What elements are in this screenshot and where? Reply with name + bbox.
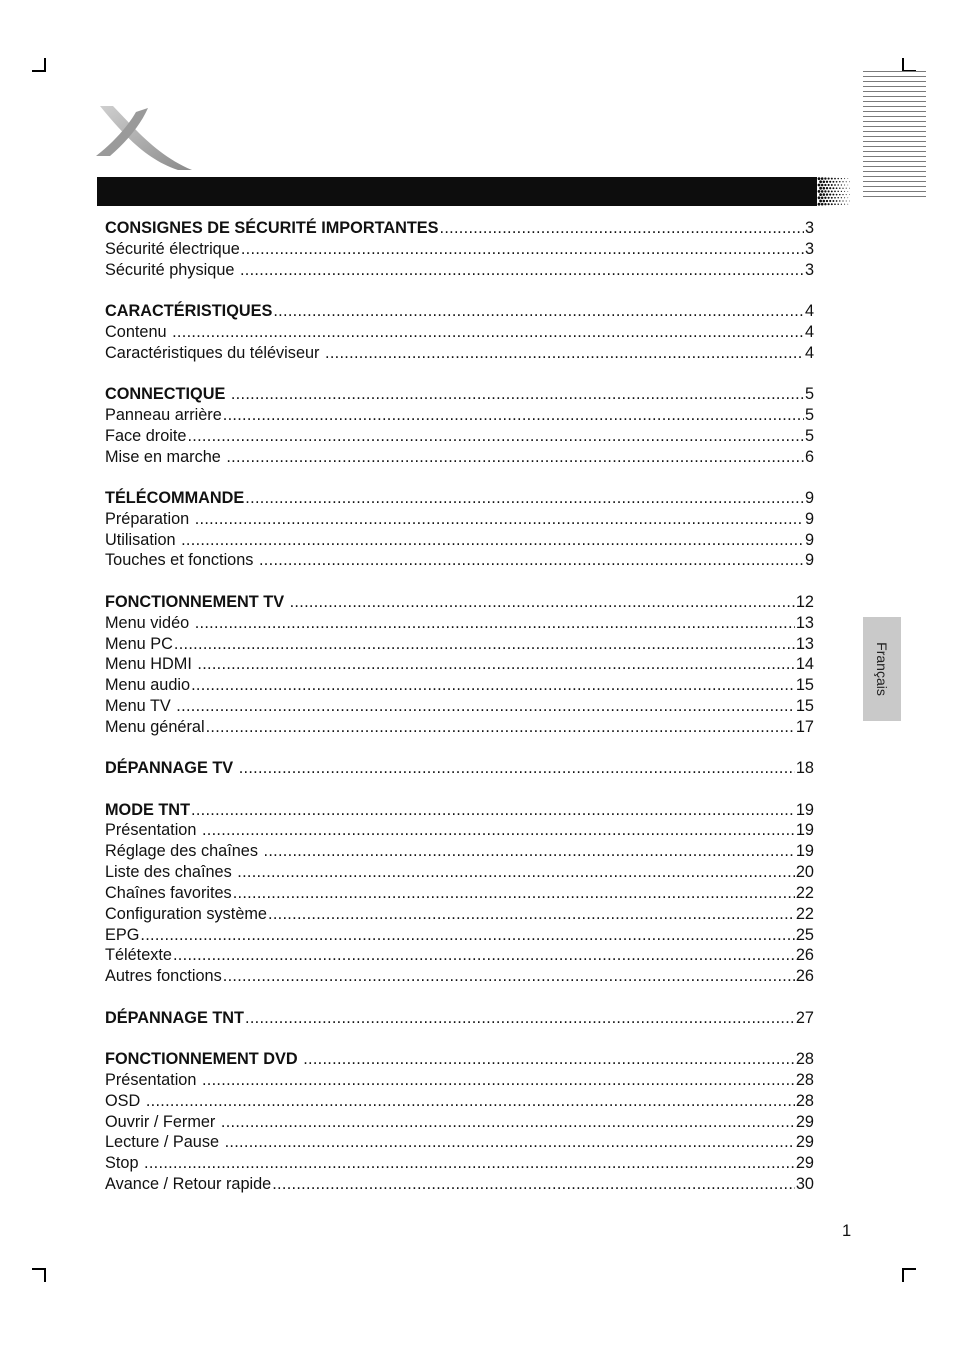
toc-entry-label: Configuration système [105,904,267,923]
toc-entry-label: Autres fonctions [105,967,222,986]
toc-section [105,758,814,779]
decorative-stripes [863,71,926,199]
toc-entry[interactable] [105,634,814,655]
dot-leader [221,1112,795,1133]
toc-entry-page: 3 [804,260,814,279]
toc-entry-label: DÉPANNAGE TV [105,759,238,778]
toc-entry-label: CARACTÉRISTIQUES [105,302,273,321]
toc-entry-label: CONNECTIQUE [105,385,230,404]
toc-entry[interactable] [105,239,814,260]
toc-entry[interactable] [105,1153,814,1174]
dot-leader [233,883,795,904]
brand-x-logo [96,104,192,172]
crop-mark-top-left [32,58,46,72]
toc-entry-label: CONSIGNES DE SÉCURITÉ IMPORTANTES [105,219,439,237]
toc-entry-label: Panneau arrière [105,405,222,424]
crop-mark-bottom-right [902,1268,916,1282]
dot-leader [231,384,804,405]
toc-entry[interactable] [105,675,814,696]
toc-section [105,1008,814,1029]
toc-entry-label: Lecture / Pause [105,1133,224,1152]
toc-entry-label: Menu général [105,717,205,736]
toc-section [105,1049,814,1195]
toc-entry-page: 9 [804,530,814,549]
toc-entry-label: FONCTIONNEMENT DVD [105,1050,303,1068]
toc-entry-label: OSD [105,1091,145,1110]
toc-entry-page: 27 [795,1008,814,1027]
toc-section-heading[interactable] [105,758,814,779]
dot-leader [144,1153,795,1174]
toc-entry-page: 15 [795,676,814,695]
dot-leader [195,509,804,530]
language-tab [863,617,901,721]
header-bar [97,177,851,206]
toc-entry[interactable] [105,343,814,364]
toc-entry-label: EPG [105,925,140,944]
toc-entry[interactable] [105,925,814,946]
toc-entry-label: MODE TNT [105,800,191,819]
toc-section-heading[interactable] [105,488,814,509]
toc-entry-page: 22 [795,883,814,902]
toc-entry-label: Réglage des chaînes [105,842,263,861]
toc-section-heading[interactable] [105,384,814,405]
toc-entry[interactable] [105,1132,814,1153]
toc-entry-page: 22 [795,904,814,923]
toc-section [105,488,814,571]
toc-entry-page: 20 [795,863,814,882]
dot-leader [440,218,804,239]
dot-leader [181,530,804,551]
toc-entry-page: 13 [795,634,814,653]
toc-entry[interactable] [105,613,814,634]
toc-entry-label: Stop [105,1154,144,1173]
toc-entry-label: Menu TV [105,697,176,716]
toc-entry-label: Menu HDMI [105,655,197,674]
dot-leader [264,841,795,862]
toc-section [105,218,814,281]
crop-mark-top-right [902,58,916,72]
dot-leader [259,550,804,571]
toc-entry[interactable] [105,883,814,904]
toc-entry-page: 17 [795,717,814,736]
toc-entry-label: Avance / Retour rapide [105,1175,272,1194]
toc-entry-page: 29 [795,1112,814,1131]
page-number: 1 [842,1222,852,1240]
dot-leader [202,1070,795,1091]
dot-leader [191,675,795,696]
toc-entry-page: 5 [804,426,814,445]
dot-leader [273,301,804,322]
toc-entry-label: Caractéristiques du téléviseur [105,343,324,362]
toc-entry-page: 19 [795,800,814,819]
dot-leader [303,1049,795,1070]
dot-leader [140,925,794,946]
dot-leader [172,322,804,343]
toc-entry-label: Liste des chaînes [105,863,237,882]
toc-entry-page: 19 [795,842,814,861]
toc-entry[interactable] [105,862,814,883]
dot-leader [237,862,795,883]
toc-entry-label: Menu vidéo [105,613,194,632]
toc-entry[interactable] [105,1112,814,1133]
toc-entry[interactable] [105,322,814,343]
dot-leader [268,904,795,925]
toc-entry-page: 9 [804,509,814,528]
dot-leader [240,260,804,281]
toc-entry[interactable] [105,447,814,468]
dot-leader [197,654,794,675]
dot-leader [223,966,795,987]
toc-section-heading[interactable] [105,800,814,821]
dot-leader [225,1132,795,1153]
toc-entry-page: 4 [804,322,814,341]
toc-entry-label: Mise en marche [105,447,226,466]
toc-entry[interactable] [105,426,814,447]
toc-entry-label: Préparation [105,509,194,528]
toc-entry-page: 30 [795,1175,814,1194]
toc-entry[interactable] [105,945,814,966]
dot-leader [290,592,795,613]
toc-entry[interactable] [105,841,814,862]
toc-entry-page: 14 [795,655,814,674]
dot-leader [206,717,795,738]
dot-leader [173,945,795,966]
toc-entry-label: Utilisation [105,530,181,549]
toc-entry-page: 5 [804,405,814,424]
dot-leader [272,1174,795,1195]
dot-leader [191,800,795,821]
toc-entry-page: 4 [804,302,814,321]
dot-leader [223,405,804,426]
toc-entry[interactable] [105,654,814,675]
toc-entry-label: Contenu [105,322,172,341]
toc-entry-page: 28 [795,1050,814,1068]
toc-entry-page: 26 [795,967,814,986]
toc-entry-page: 28 [795,1070,814,1089]
dot-leader [176,696,795,717]
toc-entry[interactable] [105,717,814,738]
toc-entry[interactable] [105,405,814,426]
table-of-contents [105,218,814,1215]
toc-entry-page: 18 [795,759,814,778]
toc-entry-page: 29 [795,1133,814,1152]
toc-entry-label: Menu PC [105,634,173,653]
toc-entry-page: 9 [804,551,814,570]
toc-entry-page: 5 [804,385,814,404]
dot-leader [245,488,804,509]
dot-leader [325,343,804,364]
toc-entry-page: 25 [795,925,814,944]
toc-entry-page: 12 [795,592,814,611]
toc-entry[interactable] [105,966,814,987]
dot-leader [245,1008,795,1029]
toc-entry-page: 19 [795,821,814,840]
toc-entry-label: Sécurité électrique [105,239,240,258]
toc-entry-label: Ouvrir / Fermer [105,1112,220,1131]
toc-entry-label: Touches et fonctions [105,551,258,570]
toc-section-heading[interactable] [105,301,814,322]
dot-leader [241,239,804,260]
toc-entry-label: Présentation [105,821,201,840]
crop-mark-bottom-left [32,1268,46,1282]
toc-section-heading[interactable] [105,592,814,613]
toc-entry[interactable] [105,696,814,717]
toc-entry[interactable] [105,530,814,551]
toc-entry-label: TÉLÉCOMMANDE [105,488,245,507]
toc-entry[interactable] [105,820,814,841]
toc-entry-page: 4 [804,343,814,362]
toc-entry-page: 13 [795,613,814,632]
toc-entry[interactable] [105,1174,814,1195]
toc-entry-label: Sécurité physique [105,260,239,279]
toc-section [105,301,814,364]
toc-entry-label: Présentation [105,1070,201,1089]
toc-entry[interactable] [105,260,814,281]
toc-entry[interactable] [105,509,814,530]
dot-leader [202,820,795,841]
toc-entry-label: Menu audio [105,676,191,695]
toc-section-heading[interactable] [105,1049,814,1070]
toc-entry-page: 6 [804,447,814,466]
dot-leader [187,426,803,447]
toc-section [105,384,814,467]
dot-leader [195,613,795,634]
toc-entry[interactable] [105,904,814,925]
dot-leader [174,634,795,655]
toc-entry-page: 9 [804,488,814,507]
toc-entry-page: 26 [795,946,814,965]
toc-entry-page: 15 [795,697,814,716]
dot-leader [239,758,795,779]
toc-entry-label: DÉPANNAGE TNT [105,1008,244,1027]
dot-leader [146,1091,795,1112]
toc-entry-page: 28 [795,1091,814,1110]
toc-entry[interactable] [105,1070,814,1091]
toc-section [105,592,814,738]
language-tab-label: Français [874,642,890,696]
toc-entry[interactable] [105,1091,814,1112]
toc-section-heading[interactable] [105,218,814,239]
toc-entry[interactable] [105,550,814,571]
toc-section [105,800,814,988]
toc-entry-label: FONCTIONNEMENT TV [105,592,289,611]
dot-leader [226,447,804,468]
toc-entry-label: Face droite [105,426,187,445]
toc-entry-label: Télétexte [105,946,172,965]
toc-entry-page: 29 [795,1154,814,1173]
toc-entry-page: 3 [804,239,814,258]
toc-entry-label: Chaînes favorites [105,883,232,902]
toc-entry-page: 3 [804,219,814,237]
toc-section-heading[interactable] [105,1008,814,1029]
